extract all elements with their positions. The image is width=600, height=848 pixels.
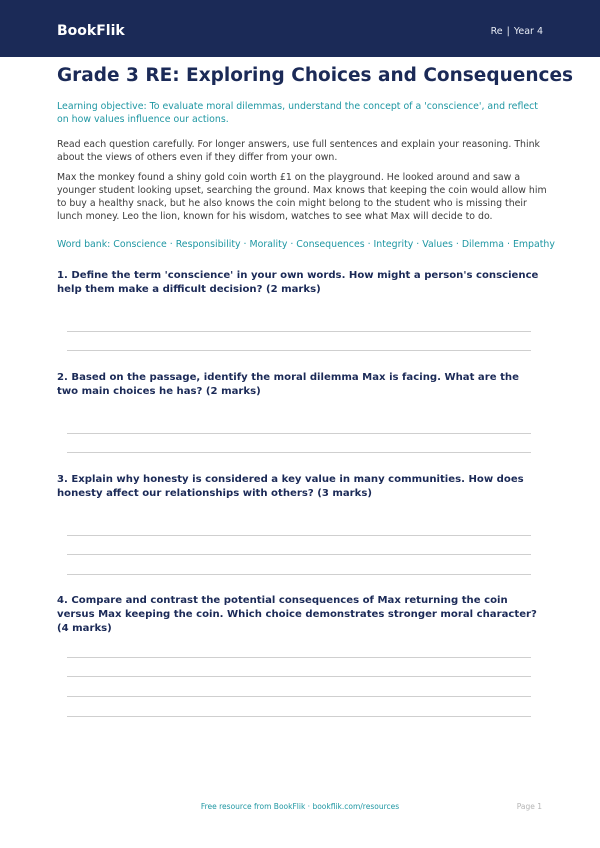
word-bank: Word bank: Conscience · Responsibility · Morality · Consequences · Integrity · Values · Dilemma · Empathy (57, 239, 555, 250)
answer-line[interactable] (67, 696, 531, 697)
footer-text: Free resource from BookFlik · bookflik.com/resources (200, 802, 400, 811)
answer-line[interactable] (67, 350, 531, 351)
answer-line[interactable] (67, 433, 531, 434)
year-label: Year 4 (513, 26, 543, 37)
answer-line[interactable] (67, 331, 531, 332)
answer-line[interactable] (67, 657, 531, 658)
answer-line[interactable] (67, 535, 531, 536)
learning-objective: Learning objective: To evaluate moral dilemmas, understand the concept of a 'conscience', and reflect on how values influence our actions. (57, 101, 538, 125)
answer-line[interactable] (67, 716, 531, 717)
page-number: Page 1 (516, 802, 542, 811)
header-meta (491, 25, 543, 39)
answer-line[interactable] (67, 452, 531, 453)
reading-passage: Max the monkey found a shiny gold coin worth £1 on the playground. He looked around and saw a younger student looking upset, searching the ground. Max knows that keeping the coin would allow him to buy a healthy snack, but he also knows the coin might belong to the student who is missing their lunch money. Leo the lion, known for his wisdom, watches to see what Max will decide to do. (57, 172, 547, 222)
question-1: 1. Define the term 'conscience' in your own words. How might a person's conscience help them make a difficult decision? (2 marks) (57, 270, 539, 295)
answer-line[interactable] (67, 554, 531, 555)
page-title: Grade 3 RE: Exploring Choices and Consequences (57, 65, 574, 86)
subject-label: Re (490, 26, 503, 37)
page-header (0, 0, 600, 57)
brand-logo-text: BookFlik (57, 23, 125, 39)
answer-line[interactable] (67, 676, 531, 677)
header-separator: | (506, 26, 510, 37)
instructions-text: Read each question carefully. For longer answers, use full sentences and explain your reasoning. Think about the views of others even if they differ from your own. (57, 139, 540, 163)
answer-line[interactable] (67, 574, 531, 575)
question-2: 2. Based on the passage, identify the moral dilemma Max is facing. What are the two main choices he has? (2 marks) (57, 372, 519, 397)
question-3: 3. Explain why honesty is considered a key value in many communities. How does honesty affect our relationships with others? (3 marks) (57, 474, 524, 499)
question-4: 4. Compare and contrast the potential consequences of Max returning the coin versus Max keeping the coin. Which choice demonstrates stronger moral character? (4 marks) (57, 595, 537, 634)
